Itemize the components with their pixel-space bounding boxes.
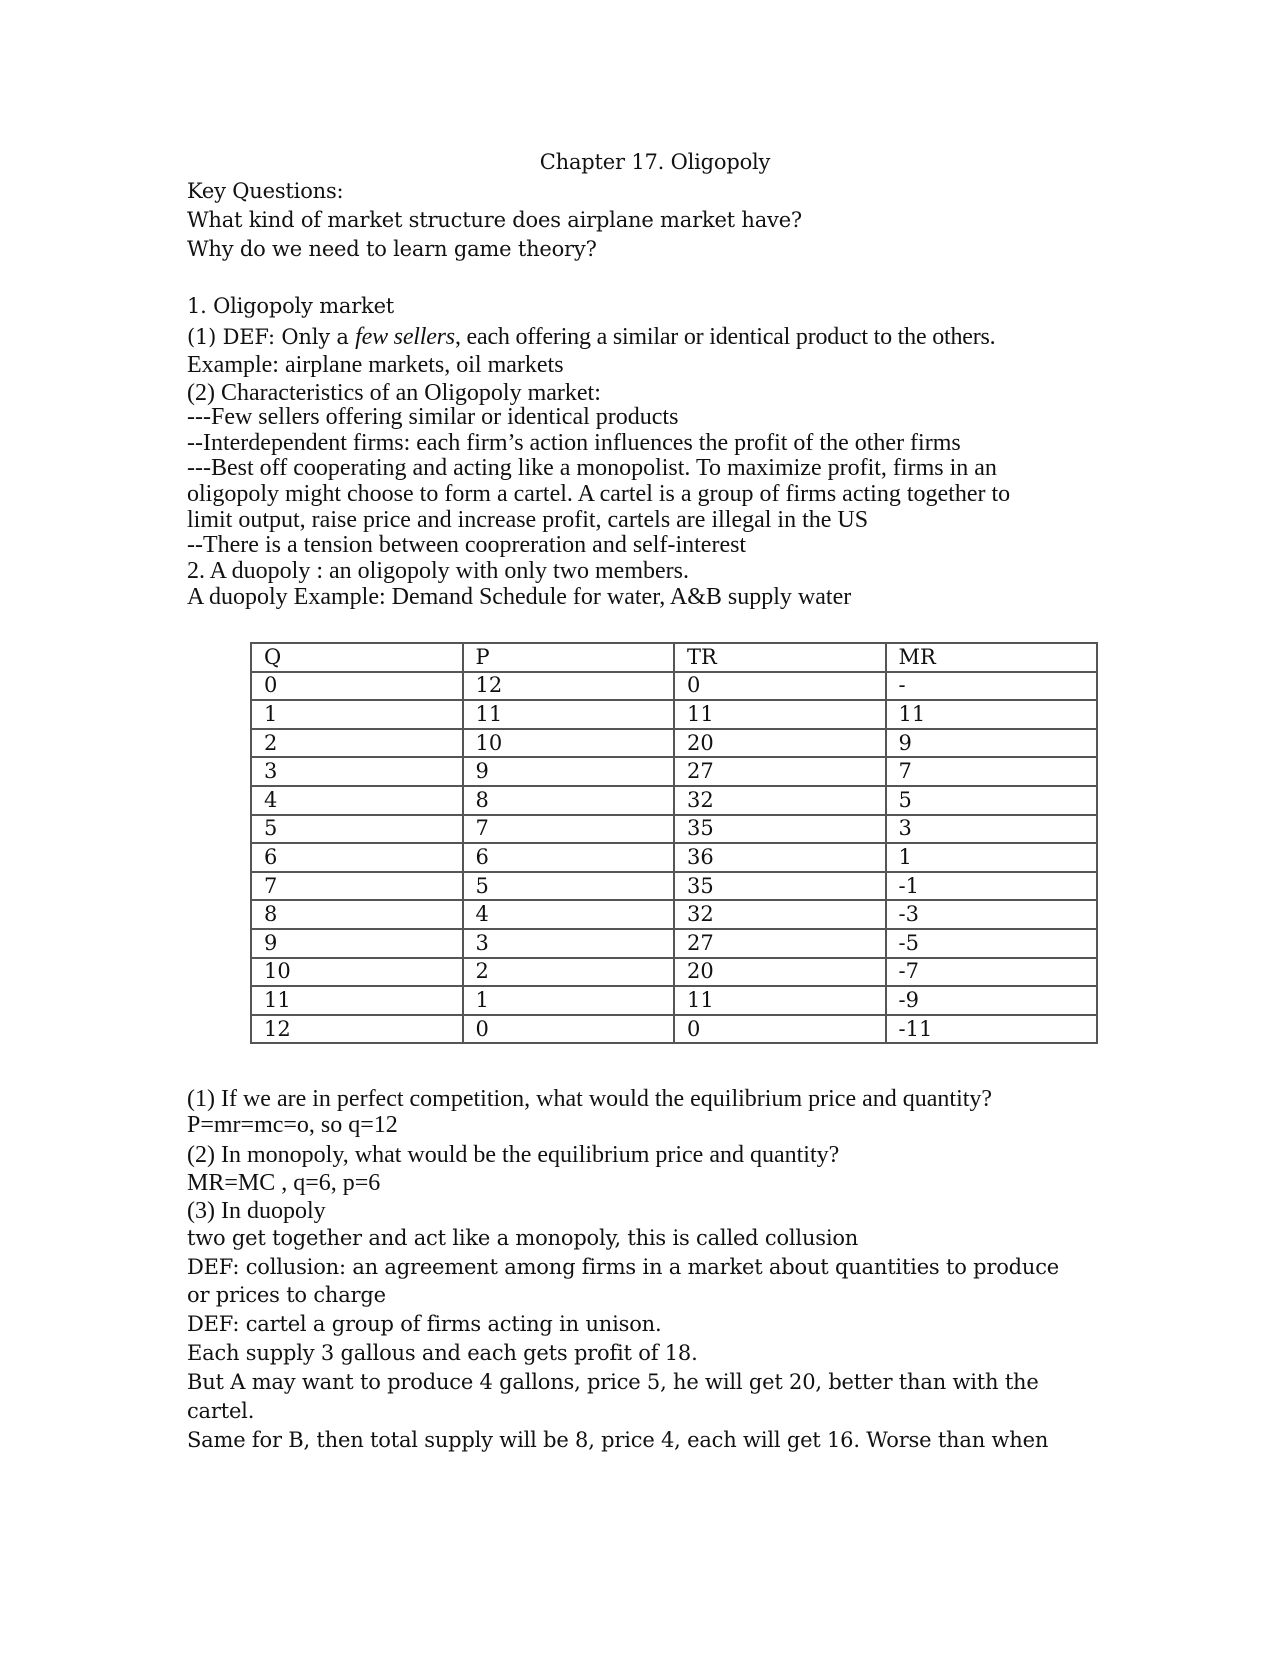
table-row: [251, 929, 1097, 958]
table-cell-q: 5: [251, 815, 463, 844]
table-cell-mr: -5: [886, 929, 1098, 958]
table-cell-mr: -7: [886, 958, 1098, 987]
table-cell-p: 1: [463, 986, 675, 1015]
table-cell-mr: 1: [886, 843, 1098, 872]
table-cell-tr: 11: [674, 700, 886, 729]
duopoly-text-line: cartel.: [187, 1399, 255, 1423]
table-row: [251, 986, 1097, 1015]
question-1: (1) If we are in perfect competition, what would the equilibrium price and quantity?: [187, 1086, 993, 1112]
table-cell-mr: -3: [886, 900, 1098, 929]
column-header-q: Q: [251, 643, 463, 672]
table-cell-tr: 20: [674, 729, 886, 758]
characteristic-line: --There is a tension between coopreration and self-interest: [187, 532, 747, 558]
table-cell-tr: 32: [674, 900, 886, 929]
table-cell-p: 9: [463, 757, 675, 786]
table-cell-tr: 27: [674, 757, 886, 786]
oligopoly-example: Example: airplane markets, oil markets: [187, 352, 564, 378]
table-cell-p: 8: [463, 786, 675, 815]
table-cell-mr: -11: [886, 1015, 1098, 1044]
table-cell-p: 5: [463, 872, 675, 901]
section-1-heading: 1. Oligopoly market: [187, 294, 395, 318]
duopoly-text-line: But A may want to produce 4 gallons, price 5, he will get 20, better than with the: [187, 1370, 1039, 1394]
key-questions-heading: Key Questions:: [187, 179, 344, 203]
table-cell-p: 4: [463, 900, 675, 929]
table-cell-q: 8: [251, 900, 463, 929]
table-cell-q: 3: [251, 757, 463, 786]
table-cell-q: 11: [251, 986, 463, 1015]
characteristic-line: limit output, raise price and increase profit, cartels are illegal in the US: [187, 507, 869, 533]
table-cell-p: 11: [463, 700, 675, 729]
table-cell-q: 6: [251, 843, 463, 872]
table-cell-mr: 9: [886, 729, 1098, 758]
question-2: (2) In monopoly, what would be the equilibrium price and quantity?: [187, 1142, 840, 1168]
characteristics-heading: (2) Characteristics of an Oligopoly market:: [187, 380, 601, 406]
characteristic-line: --Interdependent firms: each firm’s action influences the profit of the other firms: [187, 430, 961, 456]
table-row: [251, 672, 1097, 701]
table-cell-tr: 35: [674, 872, 886, 901]
table-cell-tr: 0: [674, 672, 886, 701]
table-row: [251, 786, 1097, 815]
section-2-heading: 2. A duopoly : an oligopoly with only two members.: [187, 558, 689, 584]
table-cell-q: 4: [251, 786, 463, 815]
characteristic-line: ---Few sellers offering similar or identical products: [187, 404, 679, 430]
table-cell-p: 12: [463, 672, 675, 701]
definition-prefix: (1) DEF: Only a: [187, 325, 356, 349]
key-question-2: Why do we need to learn game theory?: [187, 237, 597, 261]
table-cell-tr: 36: [674, 843, 886, 872]
oligopoly-definition: [187, 325, 995, 349]
table-cell-p: 3: [463, 929, 675, 958]
table-cell-mr: 3: [886, 815, 1098, 844]
table-cell-p: 2: [463, 958, 675, 987]
table-row: [251, 1015, 1097, 1044]
answer-1: P=mr=mc=o, so q=12: [187, 1112, 398, 1138]
table-cell-tr: 32: [674, 786, 886, 815]
table-cell-mr: -9: [886, 986, 1098, 1015]
demand-schedule-table: [250, 642, 1098, 1044]
table-cell-q: 10: [251, 958, 463, 987]
key-question-1: What kind of market structure does airplane market have?: [187, 208, 802, 232]
table-cell-tr: 0: [674, 1015, 886, 1044]
table-row: [251, 757, 1097, 786]
table-cell-p: 0: [463, 1015, 675, 1044]
column-header-tr: TR: [674, 643, 886, 672]
duopoly-text-line: two get together and act like a monopoly, this is called collusion: [187, 1226, 859, 1250]
table-cell-p: 10: [463, 729, 675, 758]
table-row: [251, 872, 1097, 901]
duopoly-text-line: DEF: cartel a group of firms acting in unison.: [187, 1312, 662, 1336]
table-row: [251, 900, 1097, 929]
table-row: [251, 843, 1097, 872]
duopoly-example: A duopoly Example: Demand Schedule for water, A&B supply water: [187, 584, 852, 610]
table-cell-mr: 11: [886, 700, 1098, 729]
table-cell-mr: 5: [886, 786, 1098, 815]
characteristic-line: ---Best off cooperating and acting like a monopolist. To maximize profit, firms in an: [187, 455, 997, 481]
table-cell-q: 7: [251, 872, 463, 901]
table-cell-q: 0: [251, 672, 463, 701]
table-cell-tr: 11: [674, 986, 886, 1015]
table-cell-tr: 20: [674, 958, 886, 987]
duopoly-text-line: Each supply 3 gallous and each gets profit of 18.: [187, 1341, 698, 1365]
table-row: [251, 729, 1097, 758]
duopoly-text-line: Same for B, then total supply will be 8, price 4, each will get 16. Worse than when: [187, 1428, 1049, 1452]
answer-2: MR=MC , q=6, p=6: [187, 1170, 381, 1196]
definition-emphasis: few sellers: [355, 324, 455, 350]
table-header-row: [251, 643, 1097, 672]
table-cell-p: 7: [463, 815, 675, 844]
table-cell-tr: 27: [674, 929, 886, 958]
duopoly-text-line: or prices to charge: [187, 1283, 386, 1307]
definition-suffix: , each offering a similar or identical product to the others.: [454, 324, 996, 350]
table-row: [251, 958, 1097, 987]
table-row: [251, 815, 1097, 844]
question-3: (3) In duopoly: [187, 1198, 326, 1224]
duopoly-text-line: DEF: collusion: an agreement among firms in a market about quantities to produce: [187, 1255, 1060, 1279]
table-cell-tr: 35: [674, 815, 886, 844]
column-header-mr: MR: [886, 643, 1098, 672]
table-cell-mr: -1: [886, 872, 1098, 901]
table-cell-q: 12: [251, 1015, 463, 1044]
table-cell-q: 1: [251, 700, 463, 729]
table-cell-mr: -: [886, 672, 1098, 701]
table-cell-p: 6: [463, 843, 675, 872]
table-cell-mr: 7: [886, 757, 1098, 786]
table-cell-q: 9: [251, 929, 463, 958]
table-cell-q: 2: [251, 729, 463, 758]
characteristic-line: oligopoly might choose to form a cartel. A cartel is a group of firms acting together to: [187, 481, 1011, 507]
page-title: Chapter 17. Oligopoly: [539, 150, 771, 174]
column-header-p: P: [463, 643, 675, 672]
table-row: [251, 700, 1097, 729]
